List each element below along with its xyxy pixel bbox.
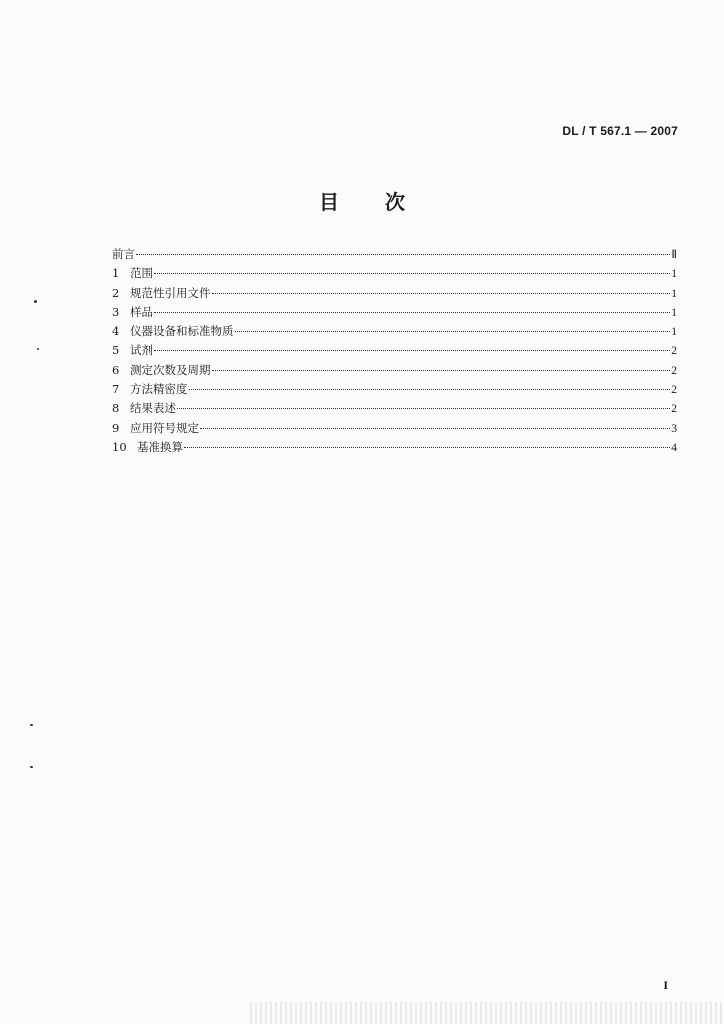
toc-label: 试剂	[130, 343, 153, 358]
toc-number: 8	[112, 401, 120, 416]
toc-entry-4[interactable]	[112, 322, 677, 341]
page-title	[0, 186, 724, 215]
toc-leader	[200, 428, 670, 429]
toc-page: 2	[671, 345, 677, 358]
toc-page: 1	[671, 268, 677, 281]
scan-speck	[30, 766, 33, 768]
page-number: I	[663, 978, 668, 992]
toc-label: 测定次数及周期	[130, 362, 211, 377]
toc-entry-1[interactable]	[112, 264, 677, 283]
toc-leader	[154, 350, 670, 351]
title-char-1: 目	[319, 190, 339, 214]
toc-label: 应用符号规定	[130, 420, 199, 435]
toc-page: 1	[671, 326, 677, 339]
toc-page: 1	[671, 287, 677, 300]
toc-label: 基准换算	[137, 439, 183, 454]
toc-entry-6[interactable]	[112, 361, 677, 380]
toc-leader	[136, 254, 670, 255]
toc-leader	[177, 408, 670, 409]
toc-leader	[189, 389, 671, 390]
toc-label: 结果表述	[130, 401, 176, 416]
toc-entry-5[interactable]	[112, 341, 677, 360]
toc-entry-foreword[interactable]	[112, 245, 677, 264]
toc-page: Ⅱ	[671, 249, 677, 261]
toc-number: 10	[112, 439, 127, 454]
toc-number: 9	[112, 420, 120, 435]
toc-entry-2[interactable]	[112, 284, 677, 303]
toc-leader	[154, 312, 670, 313]
toc-entry-3[interactable]	[112, 303, 677, 322]
toc-leader	[235, 331, 671, 332]
toc-label: 范围	[130, 266, 153, 281]
scan-speck	[37, 348, 39, 350]
toc-number: 4	[112, 324, 120, 339]
toc-leader	[212, 370, 671, 371]
toc-page: 4	[671, 441, 677, 454]
toc-leader	[184, 447, 670, 448]
toc-leader	[212, 293, 671, 294]
toc-number: 1	[112, 266, 120, 281]
toc-label: 仪器设备和标准物质	[130, 324, 234, 339]
toc-page: 1	[671, 306, 677, 319]
title-char-2: 次	[385, 190, 405, 214]
toc-entry-8[interactable]	[112, 399, 677, 418]
toc-label: 规范性引用文件	[130, 285, 211, 300]
table-of-contents	[112, 245, 677, 457]
toc-page: 2	[671, 384, 677, 397]
toc-entry-7[interactable]	[112, 380, 677, 399]
toc-label: 前言	[112, 247, 135, 261]
toc-number: 6	[112, 362, 120, 377]
toc-label: 方法精密度	[130, 382, 188, 397]
scan-noise	[250, 1002, 724, 1024]
toc-entry-9[interactable]	[112, 419, 677, 438]
toc-page: 3	[671, 422, 677, 435]
toc-number: 7	[112, 382, 120, 397]
toc-number: 3	[112, 304, 120, 319]
toc-page: 2	[671, 403, 677, 416]
toc-entry-10[interactable]	[112, 438, 677, 457]
toc-number: 2	[112, 285, 120, 300]
toc-number: 5	[112, 343, 120, 358]
scan-speck	[30, 724, 33, 726]
toc-label: 样品	[130, 304, 153, 319]
toc-leader	[154, 273, 670, 274]
scan-speck	[34, 300, 37, 303]
standard-code: DL / T 567.1 — 2007	[562, 124, 678, 138]
toc-page: 2	[671, 364, 677, 377]
